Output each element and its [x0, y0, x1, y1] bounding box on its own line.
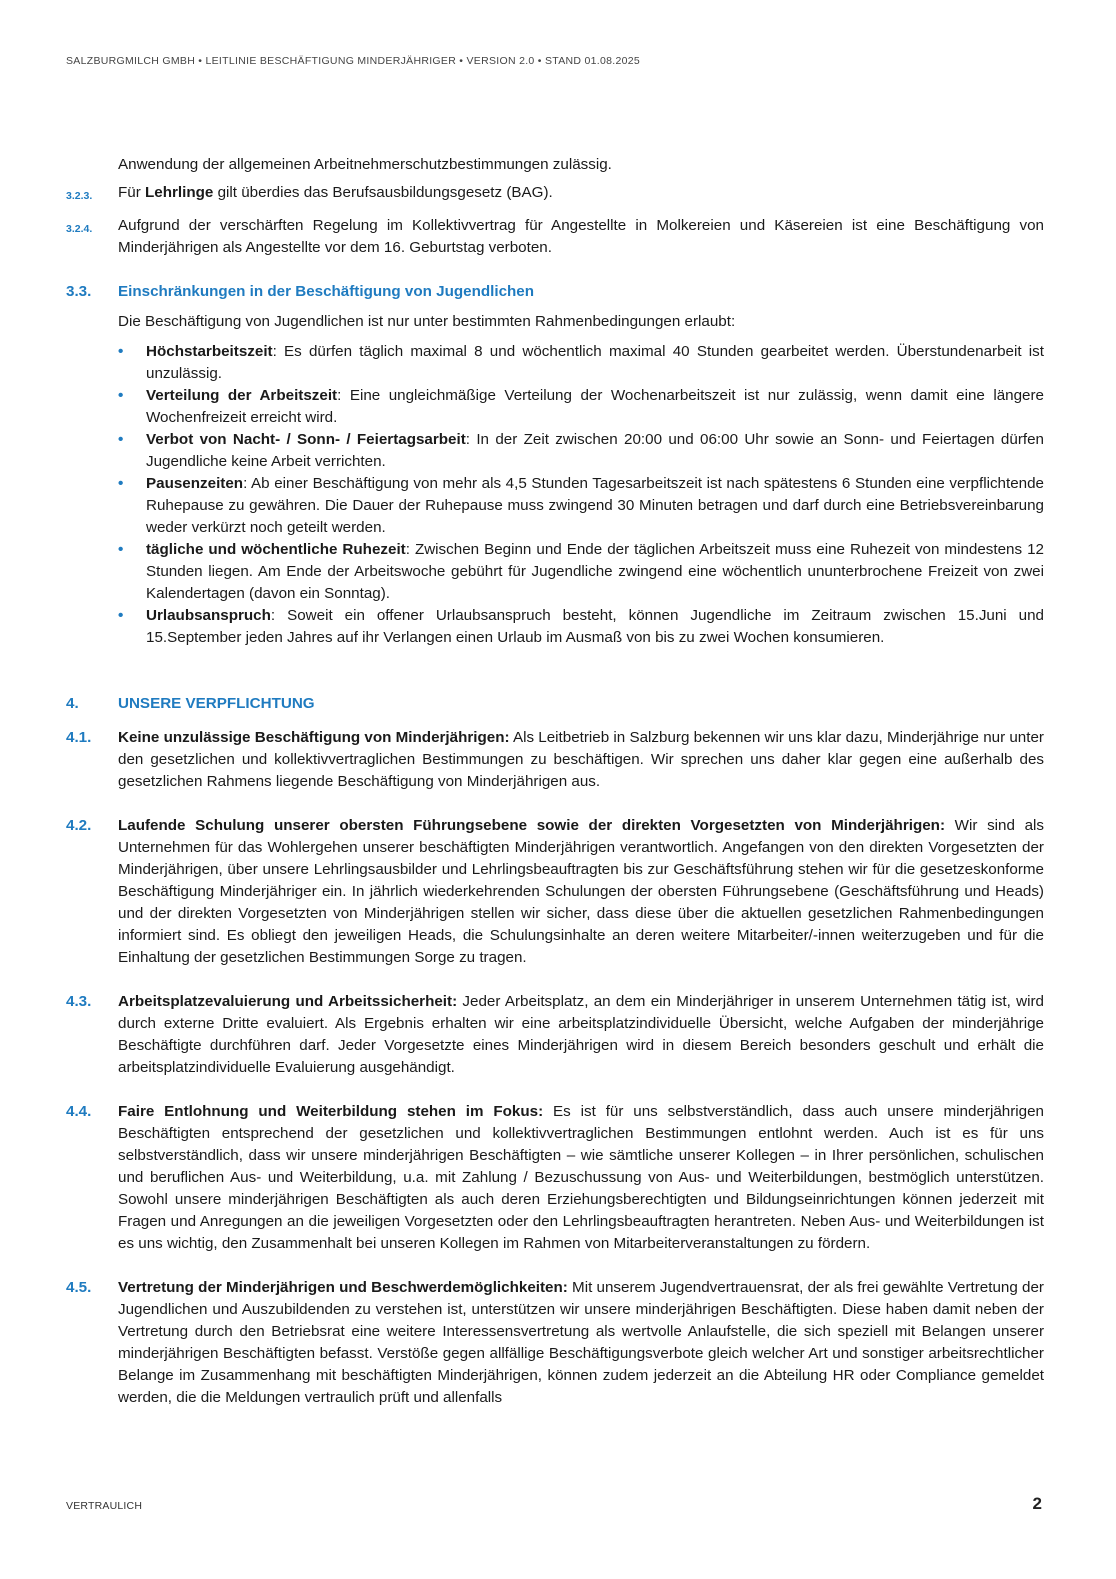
list-item [66, 473, 1044, 539]
section-text-post: gilt überdies das Berufsausbildungsgesetz (BAG). [213, 184, 553, 201]
bullet-icon: • [118, 541, 124, 558]
item-text: : Es dürfen täglich maximal 8 und wöchentlich maximal 40 Stunden gearbeitet werden. Überstundenarbeit ist unzulässig. [146, 343, 1044, 382]
list-item [66, 385, 1044, 429]
bullet-icon: • [118, 387, 124, 404]
section-number: 4.3. [66, 993, 92, 1010]
section-lead: Keine unzulässige Beschäftigung von Minderjährigen: [118, 729, 510, 746]
page-number: 2 [1032, 1494, 1042, 1513]
item-label: Verbot von Nacht- / Sonn- / Feiertagsarbeit [146, 431, 466, 448]
list-item [66, 429, 1044, 473]
section-3-2-3 [66, 182, 1044, 204]
document-header: SALZBURGMILCH GMBH • LEITLINIE BESCHÄFTIGUNG MINDERJÄHRIGER • VERSION 2.0 • STAND 01.08.2025 [66, 55, 641, 67]
section-number: 4.2. [66, 817, 92, 834]
item-text: : In der Zeit zwischen 20:00 und 06:00 Uhr sowie an Sonn- und Feiertagen dürfen Jugendliche keine Arbeit verrichten. [146, 431, 1044, 470]
item-label: Verteilung der Arbeitszeit [146, 387, 338, 404]
bullet-icon: • [118, 475, 124, 492]
section-lead: Arbeitsplatzevaluierung und Arbeitssicherheit: [118, 993, 458, 1010]
section-text: Wir sind als Unternehmen für das Wohlergehen unserer beschäftigten Minderjährigen verantwortlich. Angefangen von den direkten Vorgesetzten der Minderjährigen, über unsere Lehrlingsausbilder und Lehrlingsbeauftragten bis zur Geschäftsführung stehen wir für die gesetzeskonforme Beschäftigung Minderjähriger ein. In jährlich wiederkehrenden Schulungen der obersten Führungsebene (Geschäftsführung und Heads) und der direkten Vorgesetzten von Minderjährigen stellen wir sicher, dass diese über die aktuellen gesetzlichen Rahmenbedingungen informiert sind. Es obliegt den jeweiligen Heads, die Schulungsinhalte an deren weitere Mitarbeiter/-innen weiterzugeben und für die Einhaltung der gesetzlichen Bestimmungen Sorge zu tragen. [118, 817, 1045, 966]
section-4-3 [66, 991, 1044, 1079]
intro-text: Die Beschäftigung von Jugendlichen ist nur unter bestimmten Rahmenbedingungen erlaubt: [118, 313, 736, 330]
section-text-pre: Für [118, 184, 146, 201]
section-3-3-heading [66, 281, 1044, 303]
section-lead: Vertretung der Minderjährigen und Beschwerdemöglichkeiten: [118, 1279, 568, 1296]
section-number: 3.3. [66, 283, 92, 300]
section-number: 4.5. [66, 1279, 92, 1296]
section-text-bold: Lehrlinge [145, 184, 214, 201]
section-lead: Laufende Schulung unserer obersten Führungsebene sowie der direkten Vorgesetzten von Minderjährigen: [118, 817, 946, 834]
section-number: 3.2.4. [66, 223, 93, 235]
section-number: 4.4. [66, 1103, 92, 1120]
section-3-3-intro [66, 311, 1044, 333]
list-item [66, 341, 1044, 385]
item-label: Höchstarbeitszeit [146, 343, 273, 360]
list-item [66, 539, 1044, 605]
section-text: Mit unserem Jugendvertrauensrat, der als frei gewählte Vertretung der Jugendlichen und Auszubildenden zu verstehen ist, unterstützen wir unsere minderjährigen Beschäftigten. Diese haben damit neben der Vertretung durch den Betriebsrat eine weitere Interessensvertretung als wertvolle Anlaufstelle, die sich speziell mit Belangen unserer minderjährigen Beschäftigten befasst. Verstöße gegen allfällige Beschäftigungsverbote gleich welcher Art und sonstiger arbeitsrechtlicher Belange im Zusammenhang mit beschäftigten Minderjährigen, können zudem jederzeit an die Abteilung HR oder Compliance gemeldet werden, die die Meldungen vertraulich prüft und allenfalls [118, 1279, 1044, 1406]
section-number: 4.1. [66, 729, 92, 746]
section-text: Als Leitbetrieb in Salzburg bekennen wir uns klar dazu, Minderjährige nur unter den gesetzlichen und kollektivvertraglichen Bestimmungen zu beschäftigen. Wir sprechen uns daher klar gegen eine außerhalb des gesetzlichen Rahmens liegende Beschäftigung von Minderjährigen aus. [118, 729, 1044, 790]
continuation-paragraph [66, 154, 1044, 176]
section-text: Es ist für uns selbstverständlich, dass auch unsere minderjährigen Beschäftigten entsprechend der gesetzlichen und kollektivvertraglichen Bestimmungen entlohnt werden. Auch ist es für uns selbstverständlich, dass wir unsere minderjährigen Beschäftigten – wie sämtliche unserer Kollegen – in Ihrer persönlichen, schulischen und beruflichen Aus- und Weiterbildung, u.a. mit Zahlung / Bezuschussung von Aus- und Weiterbildungen, bestmöglich unterstützen. Sowohl unsere minderjährigen Beschäftigten als auch deren Erziehungsberechtigten und Bildungseinrichtungen können jederzeit mit Fragen und Anregungen an die jeweiligen Vorgesetzten oder den Lehrlingsbeauftragten herantreten. Neben Aus- und Weiterbildungen ist es uns wichtig, den Zusammenhalt bei unseren Kollegen im Rahmen von Mitarbeiterveranstaltungen zu fördern. [118, 1103, 1044, 1252]
item-text: : Soweit ein offener Urlaubsanspruch besteht, können Jugendliche im Zeitraum zwischen 15.Juni und 15.September jeden Jahres auf ihr Verlangen einen Urlaub im Ausmaß von bis zu zwei Wochen konsumieren. [146, 607, 1044, 646]
section-text: Aufgrund der verschärften Regelung im Kollektivvertrag für Angestellte in Molkereien und Käsereien ist eine Beschäftigung von Minderjährigen als Angestellte vor dem 16. Geburtstag verboten. [118, 217, 1044, 256]
list-item [66, 605, 1044, 649]
section-4-1 [66, 727, 1044, 793]
section-3-2-4 [66, 215, 1044, 259]
section-number: 3.2.3. [66, 190, 93, 202]
bullet-icon: • [118, 431, 124, 448]
item-label: tägliche und wöchentliche Ruhezeit [146, 541, 406, 558]
section-title: Einschränkungen in der Beschäftigung von Jugendlichen [118, 283, 535, 300]
item-text: : Eine ungleichmäßige Verteilung der Wochenarbeitszeit ist nur zulässig, wenn damit eine längere Wochenfreizeit erreicht wird. [146, 387, 1044, 426]
section-text: Jeder Arbeitsplatz, an dem ein Minderjähriger in unserem Unternehmen tätig ist, wird durch externe Dritte evaluiert. Als Ergebnis erhalten wir eine arbeitsplatzindividuelle Übersicht, welche Aufgaben der minderjährige Beschäftigte durchführen darf. Jeder Vorgesetzte eines Minderjährigen wird in diesem Bereich besonders geschult und erhält die arbeitsplatzindividuelle Evaluierung ausgehändigt. [118, 993, 1044, 1076]
section-4-2 [66, 815, 1044, 969]
bullet-icon: • [118, 343, 124, 360]
item-label: Urlaubsanspruch [146, 607, 271, 624]
section-4-4 [66, 1101, 1044, 1255]
section-number: 4. [66, 695, 79, 712]
confidential-label: VERTRAULICH [66, 1500, 143, 1512]
item-text: : Zwischen Beginn und Ende der täglichen Arbeitszeit muss eine Ruhezeit von mindestens 12 Stunden liegen. Am Ende der Arbeitswoche gebührt für Jugendliche zwingend eine wöchentlich ununterbrochene Freizeit von zwei Kalendertagen (davon ein Sonntag). [146, 541, 1044, 602]
section-4-heading [66, 693, 1044, 715]
section-4-5 [66, 1277, 1044, 1409]
continuation-text: Anwendung der allgemeinen Arbeitnehmerschutzbestimmungen zulässig. [118, 156, 612, 173]
item-text: : Ab einer Beschäftigung von mehr als 4,5 Stunden Tagesarbeitszeit ist nach spätestens 6 Stunden eine verpflichtende Ruhepause zu gewähren. Die Dauer der Ruhepause muss zwingend 30 Minuten betragen und darf durch eine Betriebsvereinbarung weder verkürzt noch geteilt werden. [146, 475, 1044, 536]
bullet-icon: • [118, 607, 124, 624]
section-lead: Faire Entlohnung und Weiterbildung stehen im Fokus: [118, 1103, 544, 1120]
document-body [66, 154, 1044, 1409]
item-label: Pausenzeiten [146, 475, 244, 492]
section-title: UNSERE VERPFLICHTUNG [118, 695, 315, 712]
restrictions-list [66, 341, 1044, 649]
